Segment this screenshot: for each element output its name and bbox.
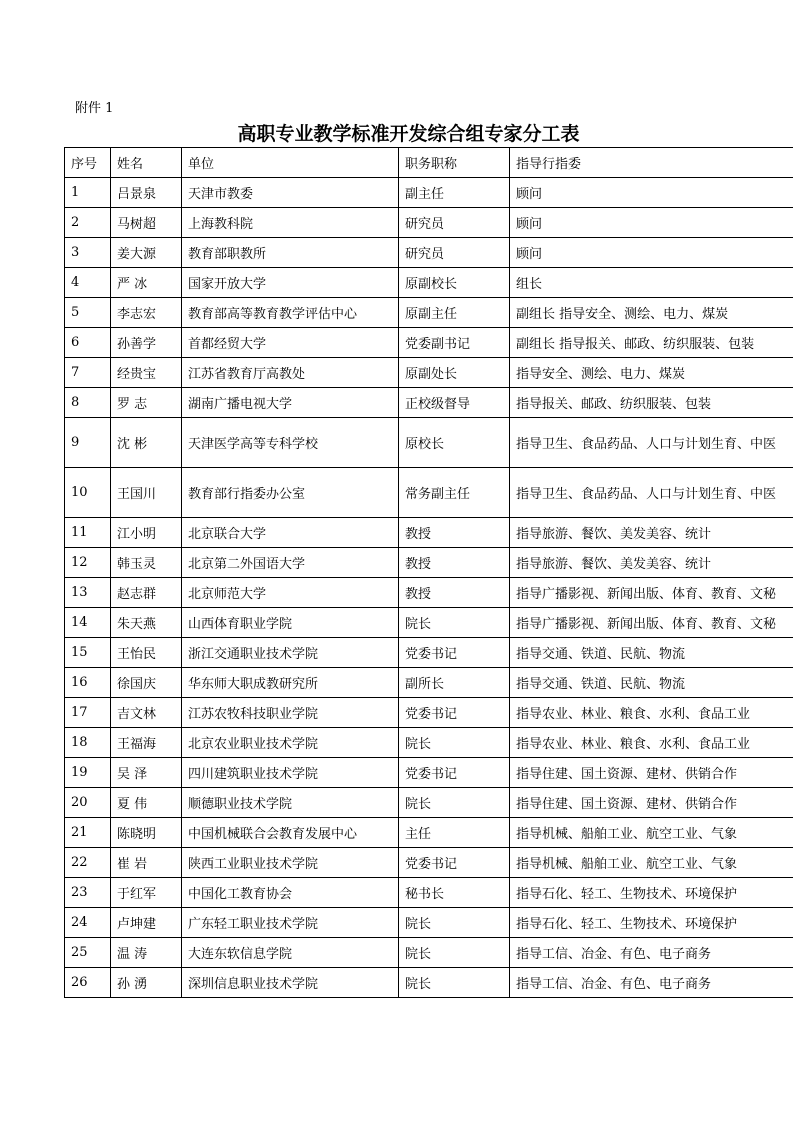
- cell-no: 14: [65, 608, 111, 638]
- cell-position: 教授: [399, 518, 510, 548]
- cell-position: 党委书记: [399, 758, 510, 788]
- cell-position: 秘书长: [399, 878, 510, 908]
- cell-position: 原校长: [399, 418, 510, 468]
- cell-guidance: 指导安全、测绘、电力、煤炭: [510, 358, 793, 388]
- cell-unit: 北京师范大学: [182, 578, 399, 608]
- cell-no: 7: [65, 358, 111, 388]
- cell-position: 党委副书记: [399, 328, 510, 358]
- cell-unit: 中国机械联合会教育发展中心: [182, 818, 399, 848]
- cell-no: 16: [65, 668, 111, 698]
- cell-guidance: 指导工信、冶金、有色、电子商务: [510, 938, 793, 968]
- cell-guidance: 指导石化、轻工、生物技术、环境保护: [510, 878, 793, 908]
- cell-position: 院长: [399, 608, 510, 638]
- header-unit: 单位: [182, 148, 399, 178]
- cell-no: 25: [65, 938, 111, 968]
- cell-no: 12: [65, 548, 111, 578]
- cell-no: 26: [65, 968, 111, 998]
- cell-position: 院长: [399, 788, 510, 818]
- cell-position: 研究员: [399, 208, 510, 238]
- table-row: [65, 938, 793, 968]
- cell-unit: 教育部高等教育教学评估中心: [182, 298, 399, 328]
- cell-position: 研究员: [399, 238, 510, 268]
- table-row: [65, 578, 793, 608]
- table-row: [65, 878, 793, 908]
- cell-no: 9: [65, 418, 111, 468]
- cell-guidance: 顾问: [510, 208, 793, 238]
- table-body: [65, 178, 793, 998]
- table-row: [65, 358, 793, 388]
- table-row: [65, 698, 793, 728]
- cell-no: 23: [65, 878, 111, 908]
- table-row: [65, 298, 793, 328]
- cell-position: 教授: [399, 548, 510, 578]
- cell-no: 2: [65, 208, 111, 238]
- cell-guidance: 指导交通、铁道、民航、物流: [510, 668, 793, 698]
- cell-guidance: 顾问: [510, 178, 793, 208]
- cell-no: 1: [65, 178, 111, 208]
- cell-unit: 国家开放大学: [182, 268, 399, 298]
- cell-position: 党委书记: [399, 848, 510, 878]
- cell-unit: 山西体育职业学院: [182, 608, 399, 638]
- cell-position: 常务副主任: [399, 468, 510, 518]
- cell-guidance: 指导广播影视、新闻出版、体育、教育、文秘: [510, 578, 793, 608]
- cell-guidance: 副组长 指导安全、测绘、电力、煤炭: [510, 298, 793, 328]
- table-row: [65, 758, 793, 788]
- cell-name: 王国川: [111, 468, 182, 518]
- table-row: [65, 968, 793, 998]
- cell-guidance: 指导卫生、食品药品、人口与计划生育、中医: [510, 468, 793, 518]
- header-name: 姓名: [111, 148, 182, 178]
- table-row: [65, 238, 793, 268]
- cell-name: 王福海: [111, 728, 182, 758]
- cell-position: 原副校长: [399, 268, 510, 298]
- cell-guidance: 指导广播影视、新闻出版、体育、教育、文秘: [510, 608, 793, 638]
- cell-position: 正校级督导: [399, 388, 510, 418]
- cell-no: 21: [65, 818, 111, 848]
- cell-position: 院长: [399, 908, 510, 938]
- cell-guidance: 指导住建、国土资源、建材、供销合作: [510, 788, 793, 818]
- cell-name: 罗 志: [111, 388, 182, 418]
- cell-no: 6: [65, 328, 111, 358]
- cell-guidance: 指导报关、邮政、纺织服装、包装: [510, 388, 793, 418]
- cell-name: 孙善学: [111, 328, 182, 358]
- cell-no: 22: [65, 848, 111, 878]
- cell-position: 主任: [399, 818, 510, 848]
- cell-name: 崔 岩: [111, 848, 182, 878]
- cell-name: 严 冰: [111, 268, 182, 298]
- cell-name: 姜大源: [111, 238, 182, 268]
- cell-name: 江小明: [111, 518, 182, 548]
- cell-unit: 陕西工业职业技术学院: [182, 848, 399, 878]
- cell-unit: 江苏农牧科技职业学院: [182, 698, 399, 728]
- cell-name: 李志宏: [111, 298, 182, 328]
- table-row: [65, 638, 793, 668]
- table-row: [65, 468, 793, 518]
- header-guidance: 指导行指委: [510, 148, 793, 178]
- cell-position: 原副处长: [399, 358, 510, 388]
- table-row: [65, 908, 793, 938]
- cell-no: 5: [65, 298, 111, 328]
- cell-unit: 北京农业职业技术学院: [182, 728, 399, 758]
- cell-name: 韩玉灵: [111, 548, 182, 578]
- cell-unit: 天津医学高等专科学校: [182, 418, 399, 468]
- cell-guidance: 指导住建、国土资源、建材、供销合作: [510, 758, 793, 788]
- cell-guidance: 指导交通、铁道、民航、物流: [510, 638, 793, 668]
- cell-unit: 中国化工教育协会: [182, 878, 399, 908]
- cell-no: 3: [65, 238, 111, 268]
- cell-unit: 顺德职业技术学院: [182, 788, 399, 818]
- table-header-row: [65, 148, 793, 178]
- cell-name: 赵志群: [111, 578, 182, 608]
- cell-unit: 华东师大职成教研究所: [182, 668, 399, 698]
- cell-position: 党委书记: [399, 698, 510, 728]
- cell-guidance: 指导旅游、餐饮、美发美容、统计: [510, 548, 793, 578]
- cell-position: 院长: [399, 728, 510, 758]
- table-row: [65, 268, 793, 298]
- table-row: [65, 328, 793, 358]
- cell-name: 卢坤建: [111, 908, 182, 938]
- table-row: [65, 548, 793, 578]
- cell-name: 徐国庆: [111, 668, 182, 698]
- cell-position: 院长: [399, 938, 510, 968]
- table-row: [65, 208, 793, 238]
- cell-unit: 浙江交通职业技术学院: [182, 638, 399, 668]
- cell-name: 吴 泽: [111, 758, 182, 788]
- table-row: [65, 728, 793, 758]
- cell-unit: 深圳信息职业技术学院: [182, 968, 399, 998]
- cell-name: 温 涛: [111, 938, 182, 968]
- cell-unit: 湖南广播电视大学: [182, 388, 399, 418]
- document-title: 高职专业教学标准开发综合组专家分工表: [237, 123, 580, 145]
- cell-guidance: 指导农业、林业、粮食、水利、食品工业: [510, 698, 793, 728]
- attachment-label: 附件 1: [75, 101, 114, 116]
- cell-name: 沈 彬: [111, 418, 182, 468]
- cell-unit: 天津市教委: [182, 178, 399, 208]
- cell-no: 15: [65, 638, 111, 668]
- cell-name: 王怡民: [111, 638, 182, 668]
- table-row: [65, 848, 793, 878]
- cell-unit: 江苏省教育厅高教处: [182, 358, 399, 388]
- cell-position: 副所长: [399, 668, 510, 698]
- cell-guidance: 副组长 指导报关、邮政、纺织服装、包装: [510, 328, 793, 358]
- cell-position: 原副主任: [399, 298, 510, 328]
- cell-guidance: 顾问: [510, 238, 793, 268]
- cell-guidance: 指导机械、船舶工业、航空工业、气象: [510, 848, 793, 878]
- table-row: [65, 668, 793, 698]
- cell-no: 4: [65, 268, 111, 298]
- cell-position: 院长: [399, 968, 510, 998]
- cell-name: 于红军: [111, 878, 182, 908]
- cell-no: 24: [65, 908, 111, 938]
- cell-name: 吉文林: [111, 698, 182, 728]
- cell-guidance: 指导机械、船舶工业、航空工业、气象: [510, 818, 793, 848]
- cell-unit: 四川建筑职业技术学院: [182, 758, 399, 788]
- expert-table: [64, 147, 793, 998]
- table-row: [65, 518, 793, 548]
- table-row: [65, 388, 793, 418]
- cell-unit: 首都经贸大学: [182, 328, 399, 358]
- cell-unit: 上海教科院: [182, 208, 399, 238]
- cell-name: 孙 湧: [111, 968, 182, 998]
- cell-name: 马树超: [111, 208, 182, 238]
- cell-position: 党委书记: [399, 638, 510, 668]
- cell-no: 17: [65, 698, 111, 728]
- table-row: [65, 418, 793, 468]
- expert-table-container: [64, 147, 793, 998]
- header-position: 职务职称: [399, 148, 510, 178]
- table-row: [65, 178, 793, 208]
- cell-unit: 北京联合大学: [182, 518, 399, 548]
- cell-unit: 教育部行指委办公室: [182, 468, 399, 518]
- cell-no: 19: [65, 758, 111, 788]
- cell-no: 11: [65, 518, 111, 548]
- table-row: [65, 818, 793, 848]
- cell-name: 吕景泉: [111, 178, 182, 208]
- cell-guidance: 组长: [510, 268, 793, 298]
- cell-no: 10: [65, 468, 111, 518]
- table-row: [65, 608, 793, 638]
- cell-guidance: 指导石化、轻工、生物技术、环境保护: [510, 908, 793, 938]
- header-no: 序号: [65, 148, 111, 178]
- cell-unit: 教育部职教所: [182, 238, 399, 268]
- cell-unit: 广东轻工职业技术学院: [182, 908, 399, 938]
- cell-name: 夏 伟: [111, 788, 182, 818]
- cell-guidance: 指导农业、林业、粮食、水利、食品工业: [510, 728, 793, 758]
- cell-name: 经贵宝: [111, 358, 182, 388]
- cell-name: 陈晓明: [111, 818, 182, 848]
- cell-name: 朱天燕: [111, 608, 182, 638]
- cell-no: 8: [65, 388, 111, 418]
- cell-guidance: 指导旅游、餐饮、美发美容、统计: [510, 518, 793, 548]
- table-row: [65, 788, 793, 818]
- cell-guidance: 指导卫生、食品药品、人口与计划生育、中医: [510, 418, 793, 468]
- cell-unit: 北京第二外国语大学: [182, 548, 399, 578]
- cell-no: 13: [65, 578, 111, 608]
- cell-guidance: 指导工信、冶金、有色、电子商务: [510, 968, 793, 998]
- cell-position: 教授: [399, 578, 510, 608]
- cell-unit: 大连东软信息学院: [182, 938, 399, 968]
- cell-no: 20: [65, 788, 111, 818]
- cell-no: 18: [65, 728, 111, 758]
- cell-position: 副主任: [399, 178, 510, 208]
